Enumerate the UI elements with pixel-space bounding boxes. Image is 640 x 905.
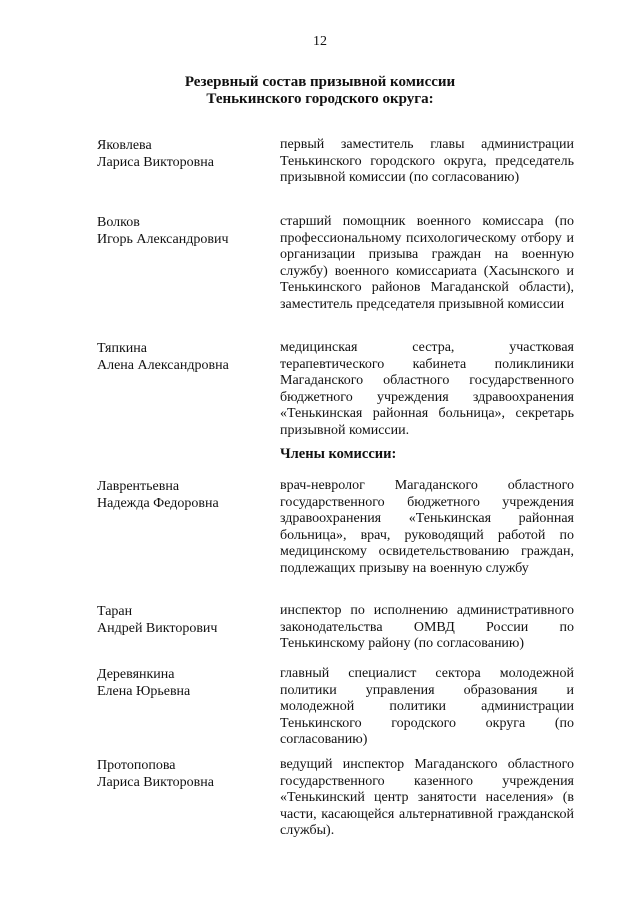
given-names: Алена Александровна xyxy=(97,358,229,373)
given-names: Елена Юрьевна xyxy=(97,684,191,699)
person-name xyxy=(97,603,272,637)
role-description: инспектор по исполнению административного законодательства ОМВД России по Тенькинскому району (по согласованию) xyxy=(280,603,574,652)
given-names: Игорь Александрович xyxy=(97,232,229,247)
title-line-1: Резервный состав призывной комиссии xyxy=(184,74,456,90)
title-line-2: Тенькинского городского округа: xyxy=(206,91,434,107)
person-name xyxy=(97,214,272,248)
role-description: ведущий инспектор Магаданского областного государственного казенного учреждения «Тенькинский центр занятости населения» (в части, касающейся альтернативной гражданской службы). xyxy=(280,757,574,839)
role-description: главный специалист сектора молодежной политики управления образования и молодежной политики администрации Тенькинского городского округа (по согласованию) xyxy=(280,666,574,748)
page-number: 12 xyxy=(313,34,327,49)
surname: Волков xyxy=(97,215,140,230)
given-names: Лариса Викторовна xyxy=(97,775,214,790)
surname: Протопопова xyxy=(97,758,176,773)
surname: Деревянкина xyxy=(97,667,175,682)
person-name xyxy=(97,666,272,700)
given-names: Надежда Федоровна xyxy=(97,496,219,511)
surname: Лаврентьевна xyxy=(97,479,180,494)
document-title xyxy=(0,74,640,108)
person-name xyxy=(97,137,272,171)
person-name xyxy=(97,340,272,374)
role-description: медицинская сестра, участковая терапевтического кабинета поликлиники Магаданского областного государственного бюджетного учреждения здравоохранения «Тенькинская районная больница», секретарь призывной комиссии. xyxy=(280,340,574,438)
person-name xyxy=(97,757,272,791)
surname: Тяпкина xyxy=(97,341,147,356)
role-description: врач-невролог Магаданского областного государственного бюджетного учреждения здравоохранения «Тенькинская районная больница», врач, руководящий работой по медицинскому освидетельствованию граждан, подлежащих призыву на военную службу xyxy=(280,478,574,576)
given-names: Андрей Викторович xyxy=(97,621,218,636)
members-heading: Члены комиссии: xyxy=(280,446,397,462)
person-name xyxy=(97,478,272,512)
surname: Яковлева xyxy=(97,138,152,153)
role-description: первый заместитель главы администрации Тенькинского городского округа, председатель призывной комиссии (по согласованию) xyxy=(280,137,574,186)
role-description: старший помощник военного комиссара (по профессиональному психологическому отбору и организации призыва граждан на военную службу) военного комиссариата (Хасынского и Тенькинского районов Магаданской области), заместитель председателя призывной комиссии xyxy=(280,214,574,312)
surname: Таран xyxy=(97,604,133,619)
given-names: Лариса Викторовна xyxy=(97,155,214,170)
